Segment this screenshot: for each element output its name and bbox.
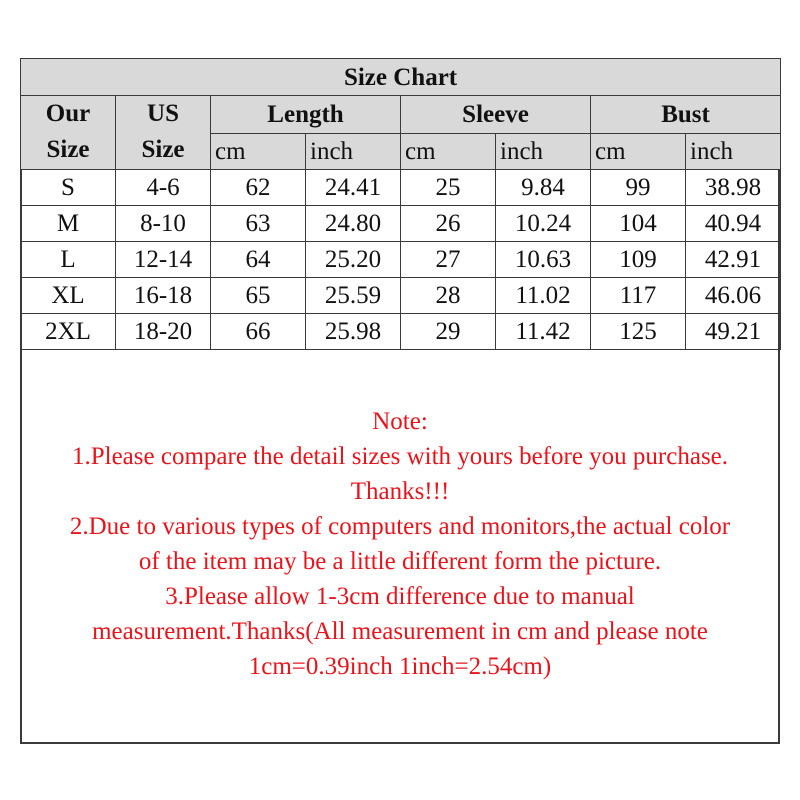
length-inch-unit: inch [306,133,401,169]
sleeve-inch-unit: inch [496,133,591,169]
bust-cm-cell: 117 [591,277,686,313]
sleeve-cm-cell: 25 [401,169,496,205]
length-cm-unit: cm [211,133,306,169]
size-notes [22,404,778,684]
note-line: 1cm=0.39inch 1inch=2.54cm) [248,653,552,680]
bust-inch-cell: 38.98 [686,169,781,205]
our-size-cell: M [21,205,116,241]
size-chart-table [20,58,781,350]
length-cm-cell: 66 [211,313,306,349]
length-inch-cell: 25.98 [306,313,401,349]
us-size-cell: 16-18 [116,277,211,313]
note-line: 3.Please allow 1-3cm difference due to manual [165,583,635,610]
table-row [21,241,781,277]
bust-inch-cell: 46.06 [686,277,781,313]
sleeve-inch-cell: 9.84 [496,169,591,205]
sleeve-inch-cell: 11.02 [496,277,591,313]
bust-cm-cell: 125 [591,313,686,349]
our-size-cell: L [21,241,116,277]
length-cm-cell: 63 [211,205,306,241]
us-size-header-line1: US [147,100,179,127]
our-size-header-line1: Our [45,100,91,127]
sleeve-cm-cell: 29 [401,313,496,349]
sleeve-inch-cell: 10.24 [496,205,591,241]
note-line: measurement.Thanks(All measurement in cm and please note [92,618,708,645]
our-size-cell: 2XL [21,313,116,349]
table-row [21,205,781,241]
our-size-cell: XL [21,277,116,313]
length-inch-cell: 25.59 [306,277,401,313]
bust-inch-unit: inch [686,133,781,169]
note-line: 2.Due to various types of computers and monitors,the actual color [69,513,731,540]
length-header: Length [211,96,401,134]
sleeve-cm-cell: 27 [401,241,496,277]
length-inch-cell: 24.41 [306,169,401,205]
bust-cm-unit: cm [591,133,686,169]
table-row [21,277,781,313]
table-row [21,313,781,349]
us-size-cell: 12-14 [116,241,211,277]
sleeve-header: Sleeve [401,96,591,134]
bust-inch-cell: 42.91 [686,241,781,277]
note-line: 1.Please compare the detail sizes with yours before you purchase. [71,443,729,470]
table-title: Size Chart [21,59,781,96]
length-inch-cell: 25.20 [306,241,401,277]
us-size-cell: 8-10 [116,205,211,241]
length-cm-cell: 62 [211,169,306,205]
note-line: of the item may be a little different form the picture. [138,548,662,575]
sleeve-cm-cell: 28 [401,277,496,313]
bust-cm-cell: 99 [591,169,686,205]
bust-header: Bust [591,96,781,134]
us-size-cell: 18-20 [116,313,211,349]
length-cm-cell: 65 [211,277,306,313]
bust-inch-cell: 40.94 [686,205,781,241]
our-size-cell: S [21,169,116,205]
us-size-header-line2: Size [141,136,185,164]
us-size-cell: 4-6 [116,169,211,205]
table-row [21,169,781,205]
bust-cm-cell: 109 [591,241,686,277]
sleeve-inch-cell: 11.42 [496,313,591,349]
bust-cm-cell: 104 [591,205,686,241]
bust-inch-cell: 49.21 [686,313,781,349]
sleeve-inch-cell: 10.63 [496,241,591,277]
our-size-header-line2: Size [46,136,90,164]
sleeve-cm-cell: 26 [401,205,496,241]
length-inch-cell: 24.80 [306,205,401,241]
sleeve-cm-unit: cm [401,133,496,169]
length-cm-cell: 64 [211,241,306,277]
note-line: Thanks!!! [350,478,450,505]
our-size-header [21,96,116,170]
note-heading: Note: [372,408,428,435]
us-size-header [116,96,211,170]
